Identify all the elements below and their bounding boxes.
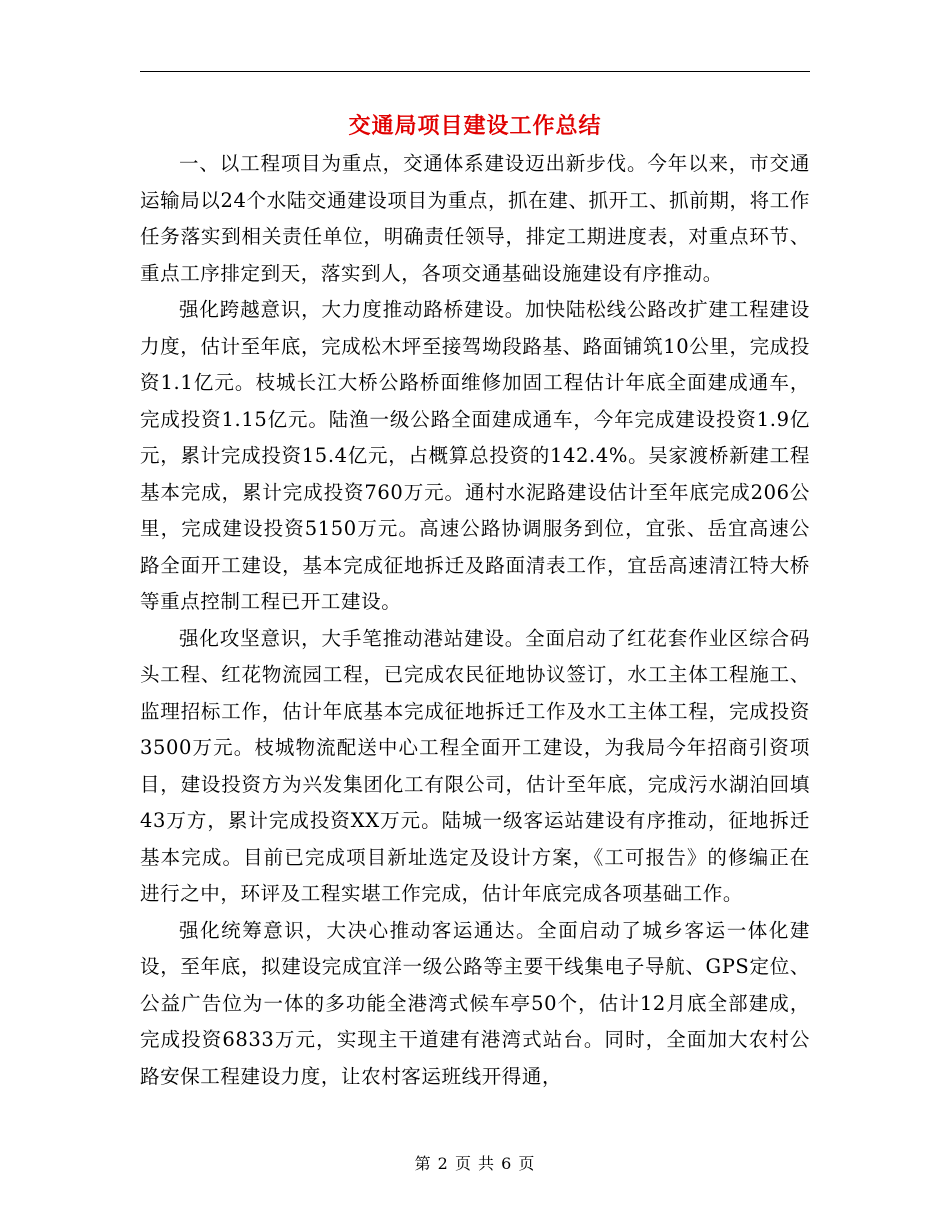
paragraph: 强化跨越意识，大力度推动路桥建设。加快陆松线公路改扩建工程建设力度，估计至年底，完成松木坪至接驾坳段路基、路面铺筑10公里，完成投资1.1亿元。枝城长江大桥公路桥面维修加固工程估计年底全面建成通车，完成投资1.15亿元。陆渔一级公路全面建成通车，今年完成建设投资1.9亿元，累计完成投资15.4亿元，占概算总投资的142.4%。吴家渡桥新建工程基本完成，累计完成投资760万元。通村水泥路建设估计至年底完成206公里，完成建设投资5150万元。高速公路协调服务到位，宜张、岳宜高速公路全面开工建设，基本完成征地拆迁及路面清表工作，宜岳高速清江特大桥等重点控制工程已开工建设。 bbox=[140, 298, 810, 613]
paragraph: 强化统筹意识，大决心推动客运通达。全面启动了城乡客运一体化建设，至年底，拟建设完成宜洋一级公路等主要干线集电子导航、GPS定位、公益广告位为一体的多功能全港湾式候车亭50个，估计12月底全部建成，完成投资6833万元，实现主干道建有港湾式站台。同时，全面加大农村公路安保工程建设力度，让农村客运班线开得通， bbox=[140, 918, 810, 1088]
paragraph: 一、以工程项目为重点，交通体系建设迈出新步伐。今年以来，市交通运输局以24个水陆交通建设项目为重点，抓在建、抓开工、抓前期，将工作任务落实到相关责任单位，明确责任领导，排定工期进度表，对重点环节、重点工序排定到天，落实到人，各项交通基础设施建设有序推动。 bbox=[140, 152, 810, 285]
paragraph: 强化攻坚意识，大手笔推动港站建设。全面启动了红花套作业区综合码头工程、红花物流园工程，已完成农民征地协议签订，水工主体工程施工、监理招标工作，估计年底基本完成征地拆迁工作及水工主体工程，完成投资3500万元。枝城物流配送中心工程全面开工建设，为我局今年招商引资项目，建设投资方为兴发集团化工有限公司，估计至年底，完成污水湖泊回填43万方，累计完成投资XX万元。陆城一级客运站建设有序推动，征地拆迁基本完成。目前已完成项目新址选定及设计方案，《工可报告》的修编正在进行之中，环评及工程实堪工作完成，估计年底完成各项基础工作。 bbox=[140, 626, 810, 905]
document-title: 交通局项目建设工作总结 bbox=[348, 113, 602, 139]
header-rule bbox=[140, 71, 810, 72]
document-body bbox=[140, 146, 810, 1095]
page-number-footer: 第 2 页 共 6 页 bbox=[414, 1154, 536, 1173]
